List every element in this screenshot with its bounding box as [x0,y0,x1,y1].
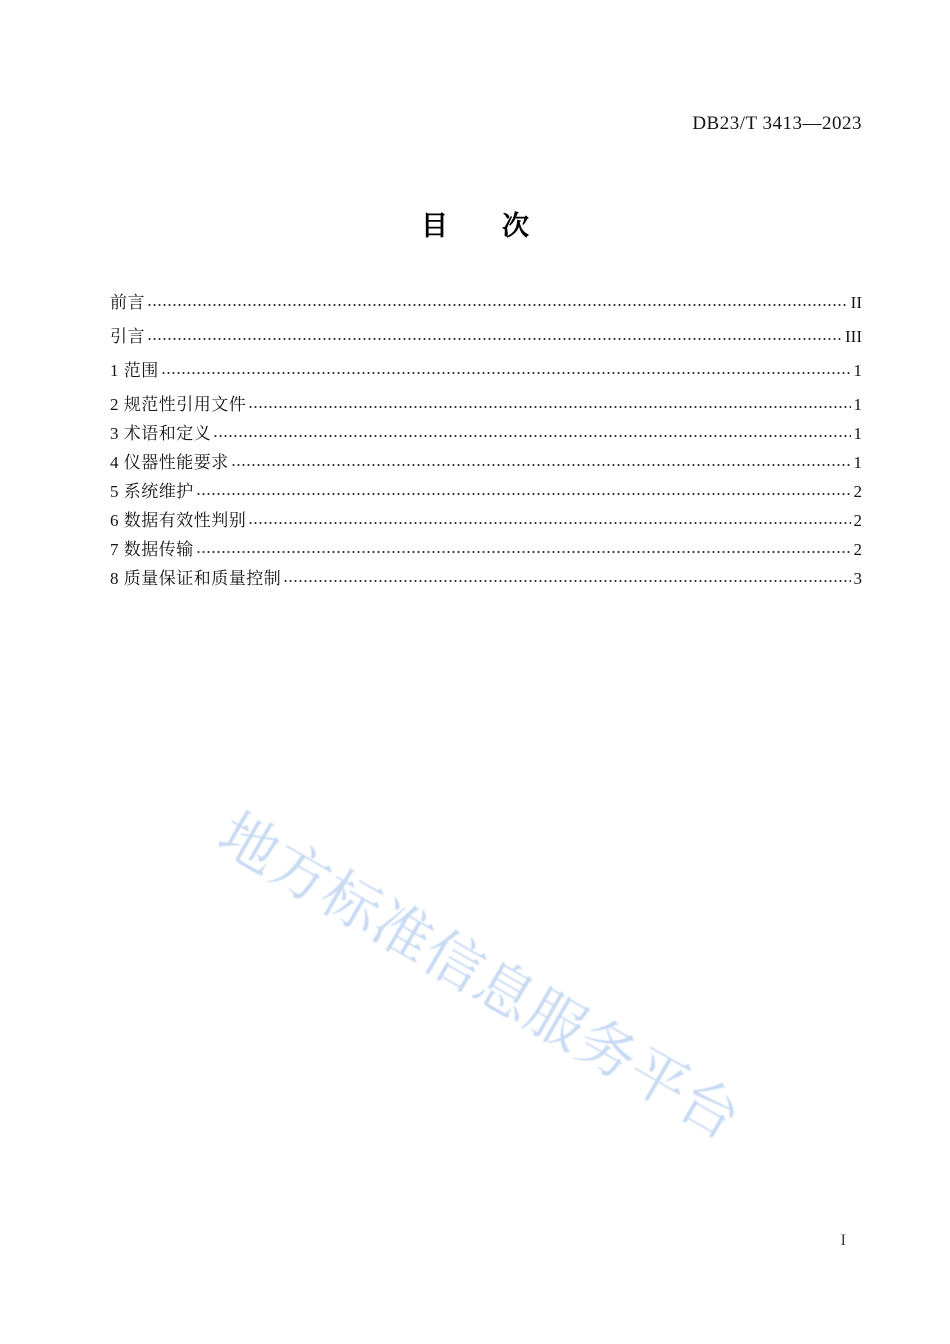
toc-entry-page: 2 [853,511,862,530]
toc-entry-page: 1 [853,361,862,380]
dot-leader [231,454,851,468]
toc-entry [110,506,862,535]
toc-entry-page: 3 [853,569,862,588]
watermark-text: 地方标准信息服务平台 [207,799,753,1154]
dot-leader [283,570,850,584]
table-of-contents [110,288,862,593]
toc-entry-label: 5 系统维护 [110,482,194,501]
dot-leader [161,362,851,376]
footer-page-number: I [840,1232,846,1249]
toc-entry-page: 1 [853,424,862,443]
dot-leader [248,396,850,410]
toc-entry [110,419,862,448]
toc-entry-label: 4 仪器性能要求 [110,453,229,472]
toc-entry-page: III [845,327,862,346]
toc-entry-page: 2 [853,540,862,559]
toc-entry-page: 2 [853,482,862,501]
toc-entry-label: 2 规范性引用文件 [110,395,247,414]
toc-entry [110,564,862,593]
toc-entry-page: II [850,293,862,312]
toc-entry [110,322,862,356]
toc-entry [110,356,862,390]
dot-leader [196,483,851,497]
toc-entry-page: 1 [853,395,862,414]
dot-leader [147,328,842,342]
toc-entry-page: 1 [853,453,862,472]
toc-entry [110,535,862,564]
toc-entry-label: 8 质量保证和质量控制 [110,569,282,588]
toc-entry-label: 前言 [110,293,145,312]
toc-entry [110,448,862,477]
toc-entry [110,390,862,419]
toc-entry-label: 3 术语和定义 [110,424,212,443]
toc-entry-label: 7 数据传输 [110,540,194,559]
toc-entry-label: 6 数据有效性判别 [110,511,247,530]
page-title: 目 次 [421,211,529,241]
toc-entry [110,288,862,322]
dot-leader [213,425,850,439]
toc-entry [110,477,862,506]
dot-leader [147,294,848,308]
toc-entry-label: 引言 [110,327,145,346]
toc-entry-label: 1 范围 [110,361,159,380]
dot-leader [196,541,851,555]
dot-leader [248,512,850,526]
standard-code: DB23/T 3413—2023 [692,113,862,134]
